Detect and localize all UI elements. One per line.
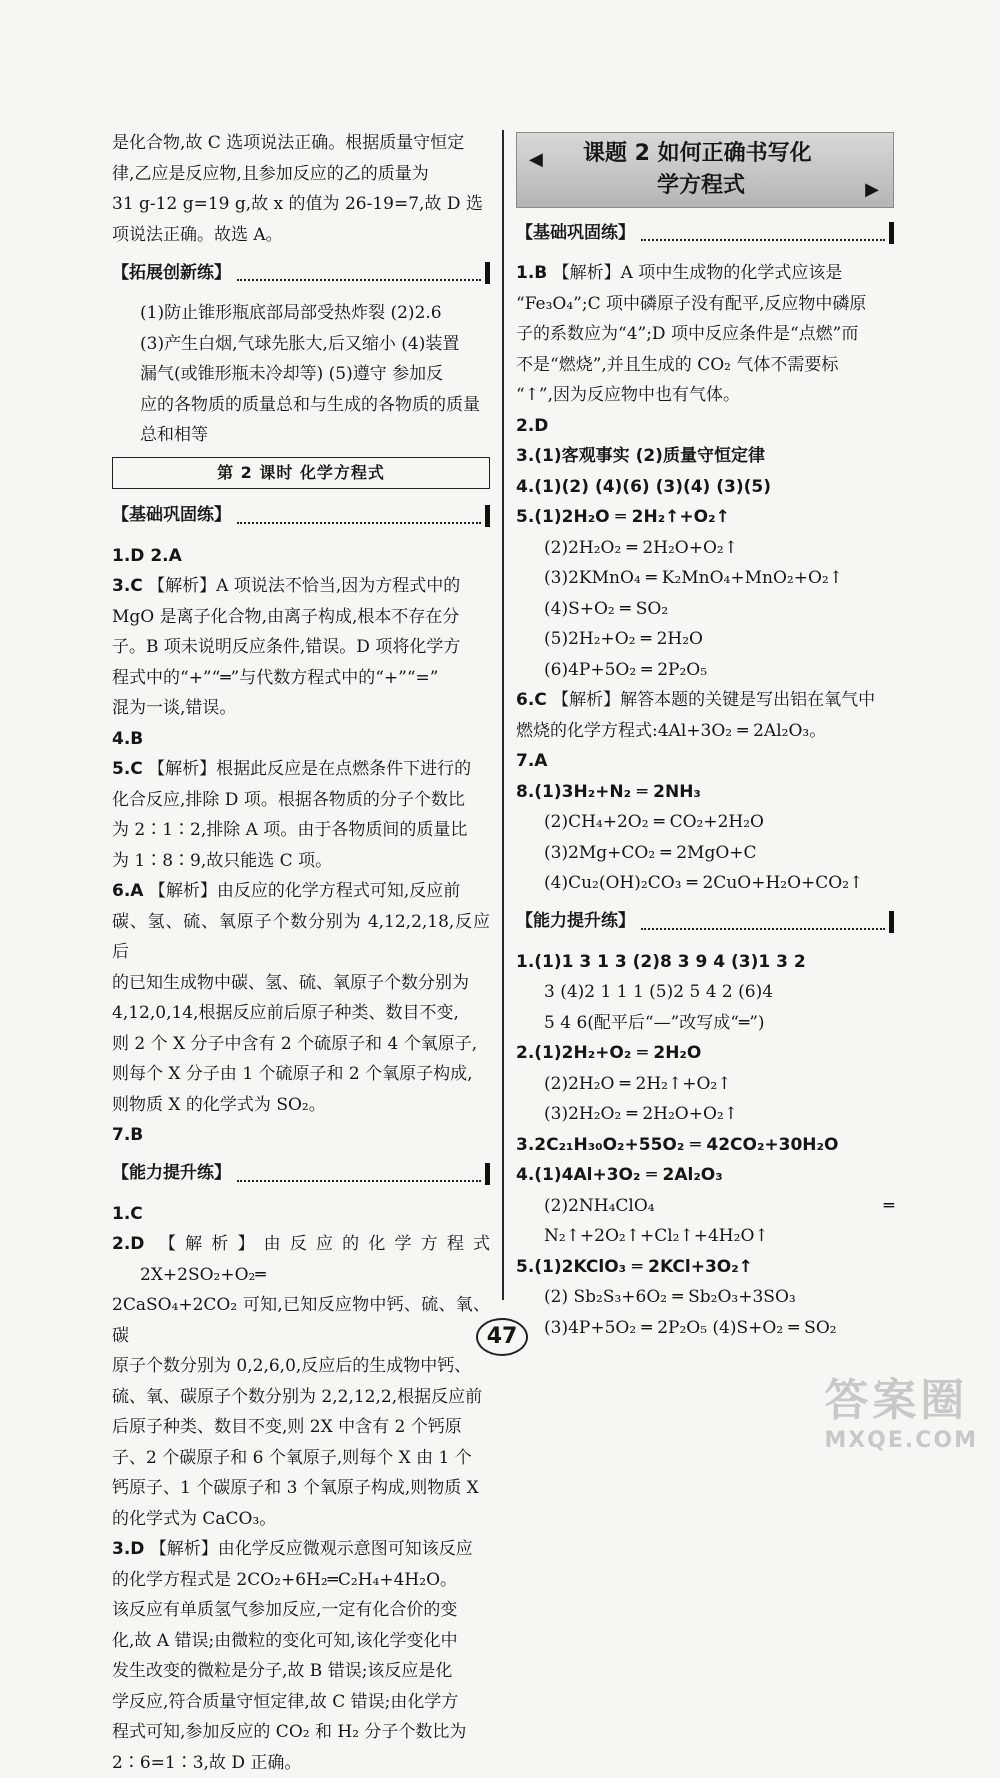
text-line: 总和相等 [112,420,490,451]
left-column [112,128,490,1778]
answer-line [112,571,490,602]
right-ability-answers [516,947,894,1344]
answer-label: 7.A [516,751,547,771]
text-line: 项说法正确。故选 A。 [112,220,490,251]
answer-item [516,1252,894,1344]
watermark-url: MXQE.COM [824,1428,978,1453]
explanation-line: 子、2 个碳原子和 6 个氧原子,则每个 X 由 1 个 [112,1443,490,1474]
answer-line [112,1229,490,1290]
expand-answers [112,298,490,451]
answer-item [516,746,894,777]
answer-line [112,754,490,785]
continuation-line: (2)CH₄+2O₂ ═ CO₂+2H₂O [516,807,894,838]
answer-line [112,1120,490,1151]
topic-title-line2: 学方程式 [657,171,745,201]
answer-line [516,777,894,808]
answer-line [112,1199,490,1230]
continuation-line: (2) Sb₂S₃+6O₂ ═ Sb₂O₃+3SO₃ [516,1282,894,1313]
answer-line [516,746,894,777]
answer-label: 3.2C₂₁H₃₀O₂+55O₂ ═ 42CO₂+30H₂O [516,1135,838,1155]
continuation-line: (4)Cu₂(OH)₂CO₃ ═ 2CuO+H₂O+CO₂↑ [516,868,894,899]
continuation-line: 5 4 6(配平后“—”改写成“═”) [516,1008,894,1039]
text-line: 31 g-12 g=19 g,故 x 的值为 26-19=7,故 D 选 [112,189,490,220]
left-ability-answers [112,1199,490,1778]
answer-item [112,754,490,876]
text-line: 律,乙应是反应物,且参加反应的乙的质量为 [112,159,490,190]
explanation-line: 程式中的“+”“═”与代数方程式中的“+”“=” [112,663,490,694]
answer-line [516,1130,894,1161]
watermark-logo [824,1364,978,1453]
dotted-leader [641,914,885,930]
explanation-line: 则 2 个 X 分子中含有 2 个硫原子和 4 个氧原子, [112,1029,490,1060]
explanation-line: 发生改变的微粒是分子,故 B 错误;该反应是化 [112,1656,490,1687]
section-end-bar [889,222,894,244]
explanation-text: 【解析】A 项中生成物的化学式应该是 [553,263,843,283]
explanation-line: “↑”,因为反应物中也有气体。 [516,380,894,411]
explanation-line: “Fe₃O₄”;C 项中磷原子没有配平,反应物中磷原 [516,289,894,320]
section-header-basic [516,218,894,248]
explanation-line: 燃烧的化学方程式:4Al+3O₂ ═ 2Al₂O₃。 [516,716,894,747]
section-end-bar [485,262,490,284]
answer-item [112,876,490,1120]
left-basic-answers [112,541,490,1151]
explanation-text: 【解析】解答本题的关键是写出铝在氧气中 [552,690,875,710]
dotted-leader [237,265,481,281]
answer-item [112,1199,490,1230]
explanation-line: 钙原子、1 个碳原子和 3 个氧原子构成,则物质 X [112,1473,490,1504]
text-line: 应的各物质的质量总和与生成的各物质的质量 [112,390,490,421]
explanation-line: 化合反应,排除 D 项。根据各物质的分子个数比 [112,785,490,816]
answer-label: 3.C [112,576,143,596]
answer-label: 6.A [112,881,143,901]
continuation-line: (3)2Mg+CO₂ ═ 2MgO+C [516,838,894,869]
section-header-ability [516,907,894,937]
explanation-line: 4,12,0,14,根据反应前后原子种类、数目不变, [112,998,490,1029]
explanation-line: 学反应,符合质量守恒定律,故 C 错误;由化学方 [112,1687,490,1718]
explanation-line: 子。B 项未说明反应条件,错误。D 项将化学方 [112,632,490,663]
answer-line [516,685,894,716]
explanation-line: MgO 是离子化合物,由离子构成,根本不存在分 [112,602,490,633]
section-title: 【能力提升练】 [112,1158,231,1189]
text-line: 是化合物,故 C 选项说法正确。根据质量守恒定 [112,128,490,159]
topic-banner [516,132,894,208]
answer-item [112,571,490,724]
answer-line [516,258,894,289]
section-end-bar [485,1163,490,1185]
answer-label: 3.(1)客观事实 (2)质量守恒定律 [516,446,765,466]
section-end-bar [889,911,894,933]
answer-item [516,441,894,472]
answer-item [112,1120,490,1151]
continuation-line: 3 (4)2 1 1 1 (5)2 5 4 2 (6)4 [516,977,894,1008]
answer-label: 2.(1)2H₂+O₂ ═ 2H₂O [516,1043,701,1063]
continuation-line: (6)4P+5O₂ ═ 2P₂O₅ [516,655,894,686]
answer-line [516,1252,894,1283]
section-header-basic [112,501,490,531]
answer-line [516,441,894,472]
explanation-line: 混为一谈,错误。 [112,693,490,724]
answer-item [516,258,894,411]
arrow-left-icon: ◀ [529,145,543,175]
answer-item [112,1229,490,1534]
explanation-line: 为 2∶1∶2,排除 A 项。由于各物质间的质量比 [112,815,490,846]
answer-item [516,1130,894,1161]
text-line: (1)防止锥形瓶底部局部受热炸裂 (2)2.6 [112,298,490,329]
explanation-line: 硫、氧、碳原子个数分别为 2,2,12,2,根据反应前 [112,1382,490,1413]
right-basic-answers [516,258,894,899]
explanation-line: 后原子种类、数目不变,则 2X 中含有 2 个钙原 [112,1412,490,1443]
answer-label: 5.(1)2H₂O ═ 2H₂↑+O₂↑ [516,507,730,527]
continuation-line: (5)2H₂+O₂ ═ 2H₂O [516,624,894,655]
answer-line [112,541,490,572]
continuation-line: (3)4P+5O₂ ═ 2P₂O₅ (4)S+O₂ ═ SO₂ [516,1313,894,1344]
answer-item [516,502,894,685]
answer-line [516,1038,894,1069]
continuation-line: (2)2H₂O₂ ═ 2H₂O+O₂↑ [516,533,894,564]
answer-label: 4.(1)(2) (4)(6) (3)(4) (3)(5) [516,477,771,497]
explanation-line: 碳、氢、硫、氧原子个数分别为 4,12,2,18,反应后 [112,907,490,968]
answer-label: 5.C [112,759,143,779]
answer-label: 2.D [516,416,548,436]
answer-label: 7.B [112,1125,143,1145]
explanation-line: 2∶6=1∶3,故 D 正确。 [112,1748,490,1778]
column-divider [502,130,504,1300]
section-title: 【拓展创新练】 [112,258,231,289]
page-number: 47 [476,1318,528,1356]
explanation-line: 不是“燃烧”,并且生成的 CO₂ 气体不需要标 [516,350,894,381]
answer-line [516,947,894,978]
answer-item [112,724,490,755]
answer-line [112,724,490,755]
explanation-line: 的已知生成物中碳、氢、硫、氧原子个数分别为 [112,968,490,999]
continuation-line: (3)2H₂O₂ ═ 2H₂O+O₂↑ [516,1099,894,1130]
answer-label: 3.D [112,1539,144,1559]
answer-item [516,1038,894,1130]
answer-label: 4.(1)4Al+3O₂ ═ 2Al₂O₃ [516,1165,723,1185]
answer-item [516,777,894,899]
explanation-line: 2CaSO₄+2CO₂ 可知,已知反应物中钙、硫、氧、碳 [112,1290,490,1351]
answer-line [516,502,894,533]
answer-line [516,1160,894,1191]
explanation-line: 则每个 X 分子由 1 个硫原子和 2 个氧原子构成, [112,1059,490,1090]
answer-label: 2.D [112,1234,144,1254]
explanation-line: 则物质 X 的化学式为 SO₂。 [112,1090,490,1121]
answer-line [516,411,894,442]
section-header-ability [112,1159,490,1189]
left-intro [112,128,490,250]
right-column [516,128,894,1343]
answer-label: 6.C [516,690,547,710]
watermark-title: 答案圈 [824,1364,978,1428]
explanation-line: 子的系数应为“4”;D 项中反应条件是“点燃”而 [516,319,894,350]
arrow-right-icon: ▶ [865,175,879,205]
answer-item [516,947,894,1039]
continuation-line: (2)2H₂O ═ 2H₂↑+O₂↑ [516,1069,894,1100]
continuation-line: (2)2NH₄ClO₄ ═ N₂↑+2O₂↑+Cl₂↑+4H₂O↑ [516,1191,894,1252]
section-title: 【基础巩固练】 [112,500,231,531]
section-header-expand [112,258,490,288]
explanation-text: 【解析】由反应的化学方程式可知,反应前 [149,881,460,901]
explanation-text: 【解析】由反应的化学方程式 2X+2SO₂+O₂═ [140,1234,490,1285]
answer-label: 1.D 2.A [112,546,182,566]
answer-line [112,876,490,907]
explanation-line: 程式可知,参加反应的 CO₂ 和 H₂ 分子个数比为 [112,1717,490,1748]
dotted-leader [237,508,481,524]
answer-line [112,1534,490,1565]
answer-item [516,1160,894,1252]
explanation-line: 的化学方程式是 2CO₂+6H₂═C₂H₄+4H₂O。 [112,1565,490,1596]
explanation-text: 【解析】A 项说法不恰当,因为方程式中的 [148,576,460,596]
explanation-line: 的化学式为 CaCO₃。 [112,1504,490,1535]
dotted-leader [641,225,885,241]
answer-line [516,472,894,503]
explanation-text: 【解析】由化学反应微观示意图可知该反应 [150,1539,473,1559]
section-title: 【基础巩固练】 [516,218,635,249]
explanation-text: 【解析】根据此反应是在点燃条件下进行的 [148,759,471,779]
answer-label: 5.(1)2KClO₃ ═ 2KCl+3O₂↑ [516,1257,753,1277]
dotted-leader [237,1166,481,1182]
lesson-title: 第 2 课时 化学方程式 [112,457,490,489]
explanation-line: 原子个数分别为 0,2,6,0,反应后的生成物中钙、 [112,1351,490,1382]
answer-item [516,685,894,746]
section-title: 【能力提升练】 [516,906,635,937]
continuation-line: (3)2KMnO₄ ═ K₂MnO₄+MnO₂+O₂↑ [516,563,894,594]
answer-item [112,541,490,572]
answer-label: 8.(1)3H₂+N₂ ═ 2NH₃ [516,782,701,802]
explanation-line: 该反应有单质氢气参加反应,一定有化合价的变 [112,1595,490,1626]
answer-item [516,411,894,442]
answer-label: 4.B [112,729,143,749]
topic-title-line1: 课题 2 如何正确书写化 [583,139,812,169]
answer-label: 1.(1)1 3 1 3 (2)8 3 9 4 (3)1 3 2 [516,952,806,972]
section-end-bar [485,505,490,527]
continuation-line: (4)S+O₂ ═ SO₂ [516,594,894,625]
answer-item [112,1534,490,1778]
text-line: (3)产生白烟,气球先胀大,后又缩小 (4)装置 [112,329,490,360]
explanation-line: 为 1∶8∶9,故只能选 C 项。 [112,846,490,877]
answer-label: 1.C [112,1204,143,1224]
text-line: 漏气(或锥形瓶未冷却等) (5)遵守 参加反 [112,359,490,390]
answer-item [516,472,894,503]
answer-label: 1.B [516,263,547,283]
explanation-line: 化,故 A 错误;由微粒的变化可知,该化学变化中 [112,1626,490,1657]
